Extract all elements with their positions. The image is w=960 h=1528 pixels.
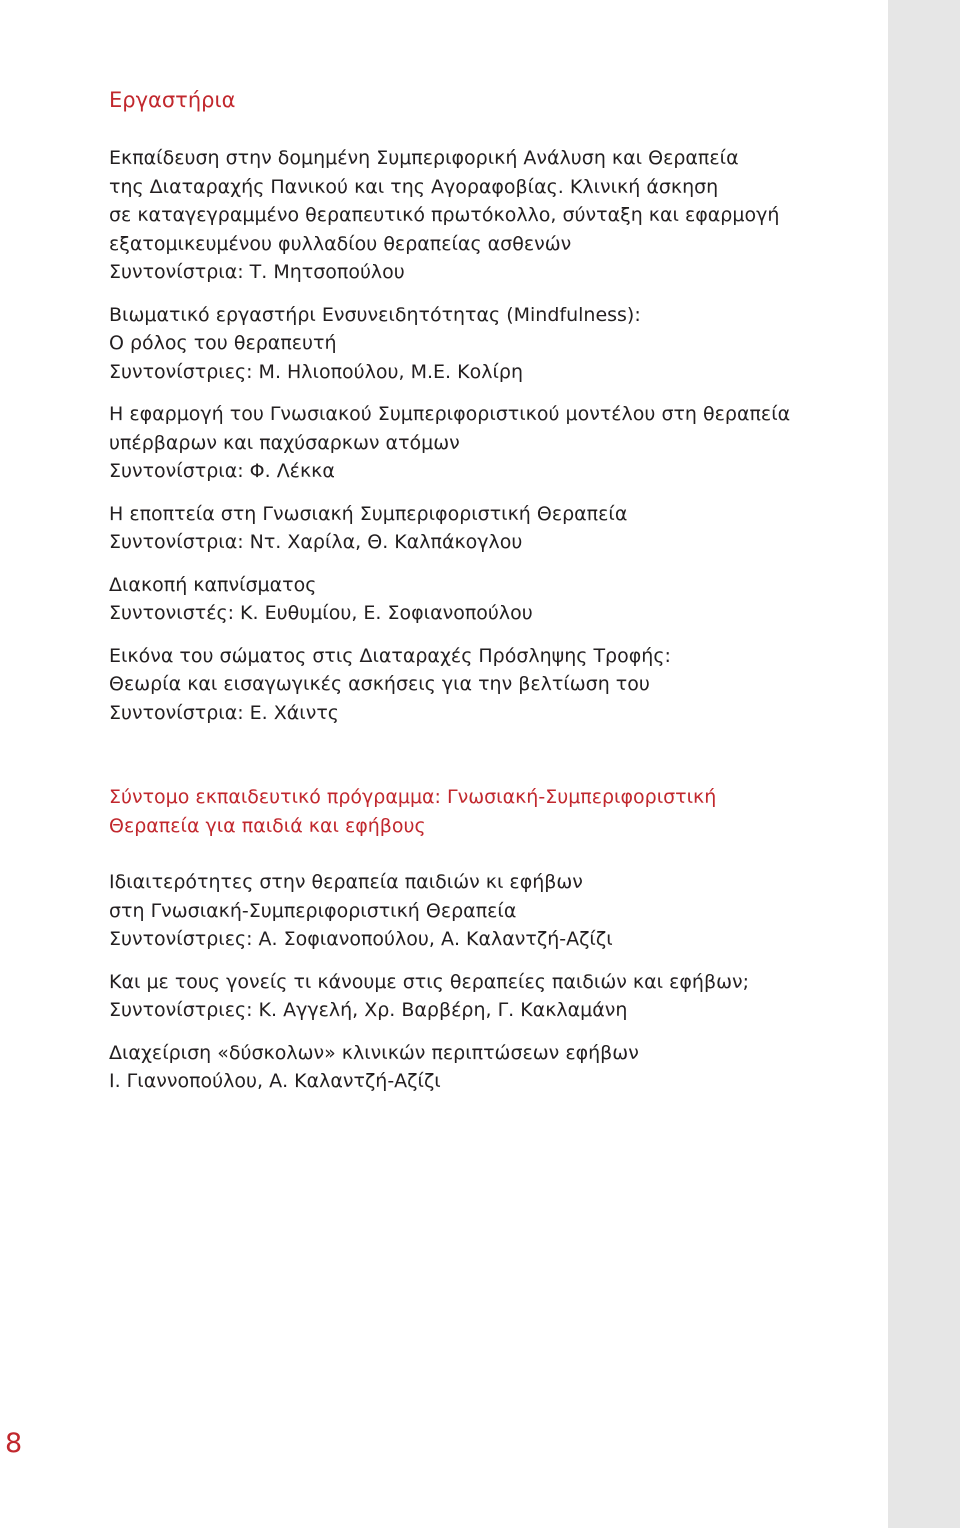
right-margin-strip [888, 0, 960, 1528]
workshop-title-line: Η εποπτεία στη Γνωσιακή Συμπεριφοριστική Θεραπεία [109, 502, 628, 525]
workshop-coordinator: Συντονιστές: Κ. Ευθυμίου, Ε. Σοφιανοπούλου [109, 602, 533, 624]
workshop-item [109, 571, 869, 628]
workshop-item [109, 642, 869, 728]
program-coordinator: Ι. Γιαννοπούλου, Α. Καλαντζή-Αζίζι [109, 1070, 441, 1092]
section-heading-line: Θεραπεία για παιδιά και εφήβους [109, 814, 426, 837]
section-heading-workshops: Εργαστήρια [109, 88, 236, 112]
workshop-title-line: Εικόνα του σώματος στις Διαταραχές Πρόσληψης Τροφής: [109, 644, 671, 667]
section-heading-line: Σύντομο εκπαιδευτικό πρόγραμμα: Γνωσιακή-Συμπεριφοριστική [109, 786, 717, 808]
workshop-coordinator: Συντονίστρια: Τ. Μητσοπούλου [109, 261, 405, 283]
workshop-title-line: σε καταγεγραμμένο θεραπευτικό πρωτόκολλο, σύνταξη και εφαρμογή [109, 204, 780, 226]
program-coordinator: Συντονίστριες: Α. Σοφιανοπούλου, Α. Καλαντζή-Αζίζι [109, 928, 613, 950]
program-title-line: στη Γνωσιακή-Συμπεριφοριστική Θεραπεία [109, 899, 517, 922]
workshop-item [109, 500, 869, 557]
workshop-coordinator: Συντονίστρια: Ντ. Χαρίλα, Θ. Καλπάκογλου [109, 531, 523, 553]
workshop-title-line: Διακοπή καπνίσματος [109, 573, 317, 596]
program-item [109, 1039, 869, 1096]
program-title-line: Και με τους γονείς τι κάνουμε στις θεραπείες παιδιών και εφήβων; [109, 970, 750, 993]
workshop-title-line: Βιωματικό εργαστήρι Ενσυνειδητότητας (Mindfulness): [109, 303, 641, 326]
page-number: 8 [5, 1428, 23, 1459]
workshop-title-line: υπέρβαρων και παχύσαρκων ατόμων [109, 431, 460, 454]
program-coordinator: Συντονίστριες: Κ. Αγγελή, Χρ. Βαρβέρη, Γ. Κακλαμάνη [109, 999, 628, 1021]
workshop-title-line: της Διαταραχής Πανικού και της Αγοραφοβίας. Κλινική άσκηση [109, 175, 719, 198]
workshop-item [109, 400, 869, 486]
workshop-item [109, 144, 869, 287]
content [109, 86, 869, 1096]
workshop-coordinator: Συντονίστρια: Ε. Χάιντς [109, 701, 339, 724]
section-heading-children-program [109, 783, 869, 840]
workshop-title-line: Η εφαρμογή του Γνωσιακού Συμπεριφοριστικού μοντέλου στη θεραπεία [109, 403, 791, 425]
workshop-item [109, 301, 869, 387]
workshop-coordinator: Συντονίστριες: Μ. Ηλιοπούλου, Μ.Ε. Κολίρη [109, 360, 523, 383]
workshop-title-line: Θεωρία και εισαγωγικές ασκήσεις για την βελτίωση του [109, 673, 650, 695]
workshop-title-line: Ο ρόλος του θεραπευτή [109, 332, 337, 354]
program-item [109, 868, 869, 954]
program-title-line: Διαχείριση «δύσκολων» κλινικών περιπτώσεων εφήβων [109, 1041, 639, 1064]
program-title-line: Ιδιαιτερότητες στην θεραπεία παιδιών κι εφήβων [109, 871, 583, 893]
workshop-title-line: εξατομικευμένου φυλλαδίου θεραπείας ασθενών [109, 232, 572, 255]
workshop-coordinator: Συντονίστρια: Φ. Λέκκα [109, 460, 335, 482]
program-item [109, 968, 869, 1025]
left-margin [0, 0, 88, 1528]
workshop-title-line: Εκπαίδευση στην δομημένη Συμπεριφορική Ανάλυση και Θεραπεία [109, 147, 739, 169]
